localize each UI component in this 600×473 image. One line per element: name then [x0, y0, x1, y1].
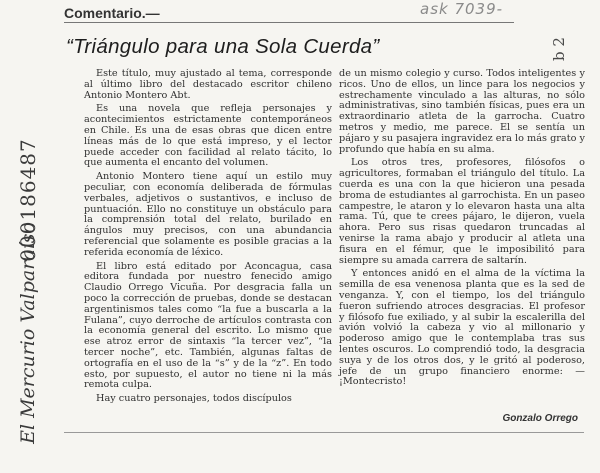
paragraph: Los otros tres, profesores, filósofos o agricultores, formaban el triángulo del título. La cuerda es una con la que hicieron una pesada broma de estudiantes al garrochista. En un paseo campestre, le ataron y lo elevaron hasta una alta rama. Tú, que te crees pájaro, le dijeron, vuela ahora. Pero sus risas quedaron truncadas al venirse la rama abajo y producir al atleta una fisura en el fémur, que le imposibilitó para siempre su amada carrera de saltarín. — [339, 157, 585, 266]
paragraph: Es una novela que refleja personajes y acontecimientos estrictamente contemporáneos en Chile. Es una de esas obras que dicen entre líneas más de lo que está impreso, y el lector puede acceder con facilidad al relato tácito, lo que aumenta el encanto del volumen. — [84, 103, 332, 169]
bottom-divider — [64, 432, 584, 433]
paragraph: de un mismo colegio y curso. Todos inteligentes y ricos. Uno de ellos, un lince para los negocios y estrechamente vinculado a las alturas, no sólo administrativas, sino también físicas, pues era un extraordinario atleta de la garrocha. Cuatro metros y medio, me parece. El se sentía un pájaro y su pasajera ingravidez era lo más grato y profundo que había en su alma. — [339, 68, 585, 155]
paragraph: Hay cuatro personajes, todos discípulos — [96, 393, 292, 405]
article-column-left — [84, 69, 332, 405]
paragraph: El libro está editado por Aconcagua, casa editora fundada por nuestro fenecido amigo Claudio Orrego Vicuña. Por desgracia falla un poco la corrección de pruebas, donde se destacan argentinismos tales como “la fue a buscarla a la Fulana”, cuyo derroche de artículos contrasta con la economía general del escrito. Lo mismo que ese atroz error de sintaxis “la tercer vez”, “la tercer noche”, etc. También, algunas faltas de ortografía en el uso de la “s” y de la “z”. En todo esto, por supuesto, el autor no tiene ni la más remota culpa. — [84, 260, 332, 391]
paragraph: Este título, muy ajustado al tema, corresponde al último libro del destacado escritor chileno Antonio Montero Abt. — [84, 68, 332, 101]
handwritten-venue: El Mercurio Valparaíso — [17, 222, 39, 444]
margin-stamp: b 2 — [550, 37, 568, 61]
paragraph: Antonio Montero tiene aquí un estilo muy peculiar, con economía deliberada de fórmulas verbales, adjetivos o sustantivos, e incluso de puntuación. Ello no constituye un obstáculo para la comprensión total del relato, burilado en ángulos muy precisos, con una abundancia referencial que solamente es posible gracias a la referida economía de léxico. — [84, 171, 332, 258]
pencil-note: ask 7039- — [420, 0, 504, 18]
top-divider — [64, 22, 514, 23]
article-column-right — [339, 69, 585, 388]
article-headline: “Triángulo para una Sola Cuerda” — [66, 35, 380, 58]
author-signature: Gonzalo Orrego — [502, 413, 578, 424]
archive-id: 000186487 — [16, 138, 40, 262]
section-label: Comentario.— — [64, 5, 160, 21]
paragraph: Y entonces anidó en el alma de la víctima la semilla de esa venenosa planta que es la sed de venganza. Y, con el tiempo, los del triángulo fueron sufriendo atroces desgracias. El profesor y filósofo fue exiliado, y al subir la escalerilla del avión volvió la cabeza y vio al millonario y poderoso amigo que le contemplaba tras sus lentes oscuros. Lo comprendió todo, la desgracia suya y de los otros dos, y le gritó al poderoso, jefe de un grupo financiero enorme: —¡Montecristo! — [339, 268, 585, 388]
